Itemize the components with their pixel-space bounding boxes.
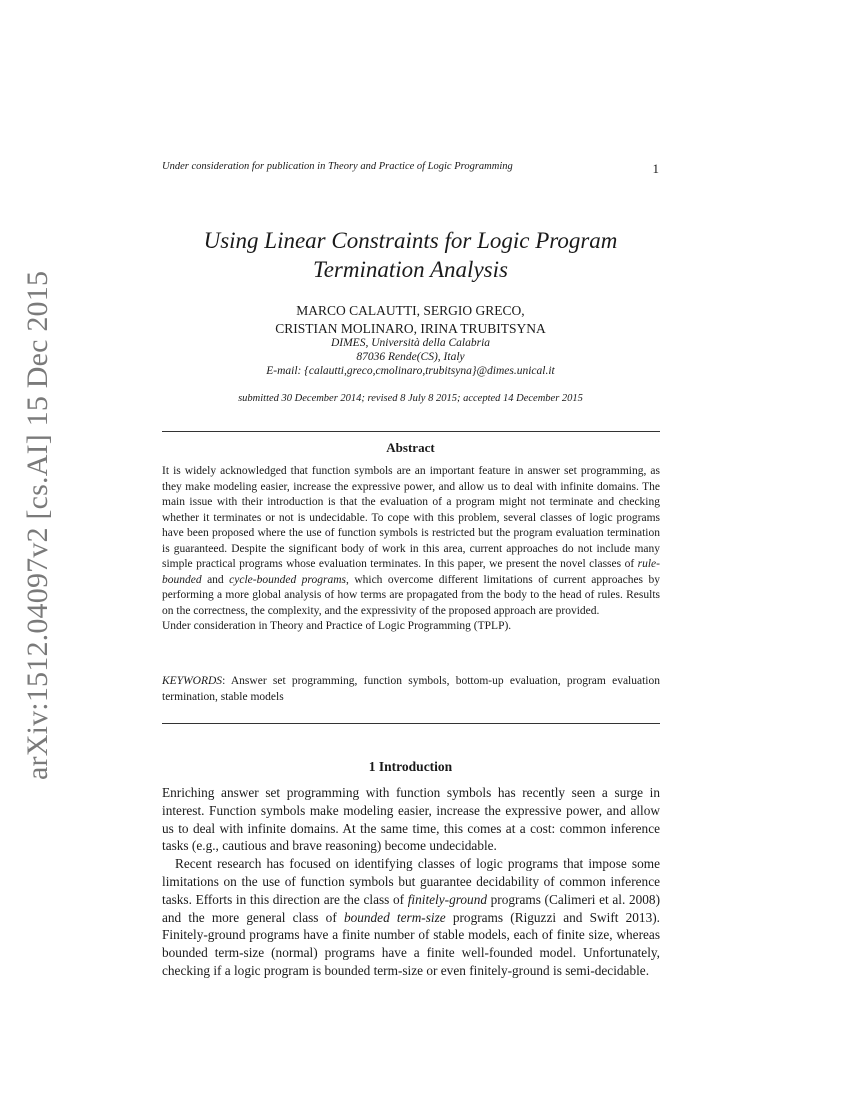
affiliation-address: 87036 Rende(CS), Italy <box>356 351 465 363</box>
abstract-note: Under consideration in Theory and Practice of Logic Programming (TPLP). <box>162 620 512 632</box>
intro-term-finitely-ground: finitely-ground <box>407 891 487 907</box>
affiliation-dept: DIMES, Università della Calabria <box>330 337 491 349</box>
keywords-text: : Answer set programming, function symbols, bottom-up evaluation, program evaluation termination, stable models <box>162 675 660 703</box>
submission-info: submitted 30 December 2014; revised 8 July 8 2015; accepted 14 December 2015 <box>238 393 583 404</box>
arxiv-identifier: arXiv:1512.04097v2 [cs.AI] 15 Dec 2015 <box>21 270 54 780</box>
authors-line-2: CRISTIAN MOLINARO, IRINA TRUBITSYNA <box>275 321 546 336</box>
intro-p2-part-a: Recent research has focused on identifying classes of logic programs that impose some limitations on the use of function symbols but guarantee decidability of common inference tasks. Efforts in this direction are the class of <box>162 856 660 907</box>
abstract-bottom-rule <box>162 723 660 724</box>
abstract-top-rule <box>162 431 660 432</box>
abstract-text-part-1: It is widely acknowledged that function symbols are an important feature in answer set programming, as they make modeling easier, increase the expressive power, and allow us to deal with infinite domains. The main issue with their introduction is that the evaluation of a program might not terminate and checking whether it terminates or not is undecidable. To cope with this problem, several classes of logic programs have been proposed where the use of function symbols is restricted but the program evaluation termination is guaranteed. Despite the significant body of work in this area, current approaches do not include many simple practical programs whose evaluation terminates. In this paper, we present the novel classes of <box>162 465 660 570</box>
title-line-1: Using Linear Constraints for Logic Program <box>203 228 618 253</box>
page-number: 1 <box>652 161 659 176</box>
abstract-text <box>162 464 660 619</box>
title-line-2: Termination Analysis <box>313 257 508 282</box>
abstract-text-part-3: , which overcome different limitations of current approaches by performing a more global analysis of how terms are propagated from the body to the head of rules. Results on the correctness, the complexity, and the expressivity of the proposed approach are provided. <box>162 573 660 617</box>
paper-title <box>162 226 659 284</box>
running-head-text: Under consideration for publication in Theory and Practice of Logic Programming <box>162 161 513 172</box>
abstract-term-cycle-bounded: cycle-bounded programs <box>229 573 346 586</box>
intro-term-bounded-term-size: bounded term-size <box>343 909 446 925</box>
author-list <box>162 302 659 338</box>
keywords <box>162 674 660 705</box>
authors-line-1: MARCO CALAUTTI, SERGIO GRECO, <box>296 303 525 318</box>
abstract-term-rule-bounded: rule-bounded <box>162 558 660 586</box>
intro-p2-part-b: programs (Calimeri et al. 2008) and the more general class of <box>162 891 660 925</box>
intro-paragraph-1: Enriching answer set programming with function symbols has recently seen a surge in interest. Function symbols make modeling easier, increase the expressive power, and allow us to deal with infinite domains. At the same time, this comes at a cost: common inference tasks (e.g., cautious and brave reasoning) become undecidable. <box>162 785 660 854</box>
introduction-body <box>162 784 660 980</box>
abstract-body <box>162 464 660 635</box>
running-head <box>162 161 659 176</box>
affiliation-email: E-mail: {calautti,greco,cmolinaro,trubitsyna}@dimes.unical.it <box>266 365 555 377</box>
abstract-text-part-2: and <box>201 573 230 586</box>
intro-paragraph-2 <box>162 855 660 980</box>
affiliation <box>162 336 659 378</box>
section-heading-introduction: 1 Introduction <box>368 759 453 774</box>
keywords-label: KEYWORDS <box>162 675 223 687</box>
abstract-heading: Abstract <box>386 440 435 455</box>
intro-p2-part-c: programs (Riguzzi and Swift 2013). Finitely-ground programs have a finite number of stable models, each of finite size, whereas bounded term-size (normal) programs have a finite well-founded model. Unfortunately, checking if a logic program is bounded term-size or even finitely-ground is semi-decidable. <box>162 909 660 978</box>
